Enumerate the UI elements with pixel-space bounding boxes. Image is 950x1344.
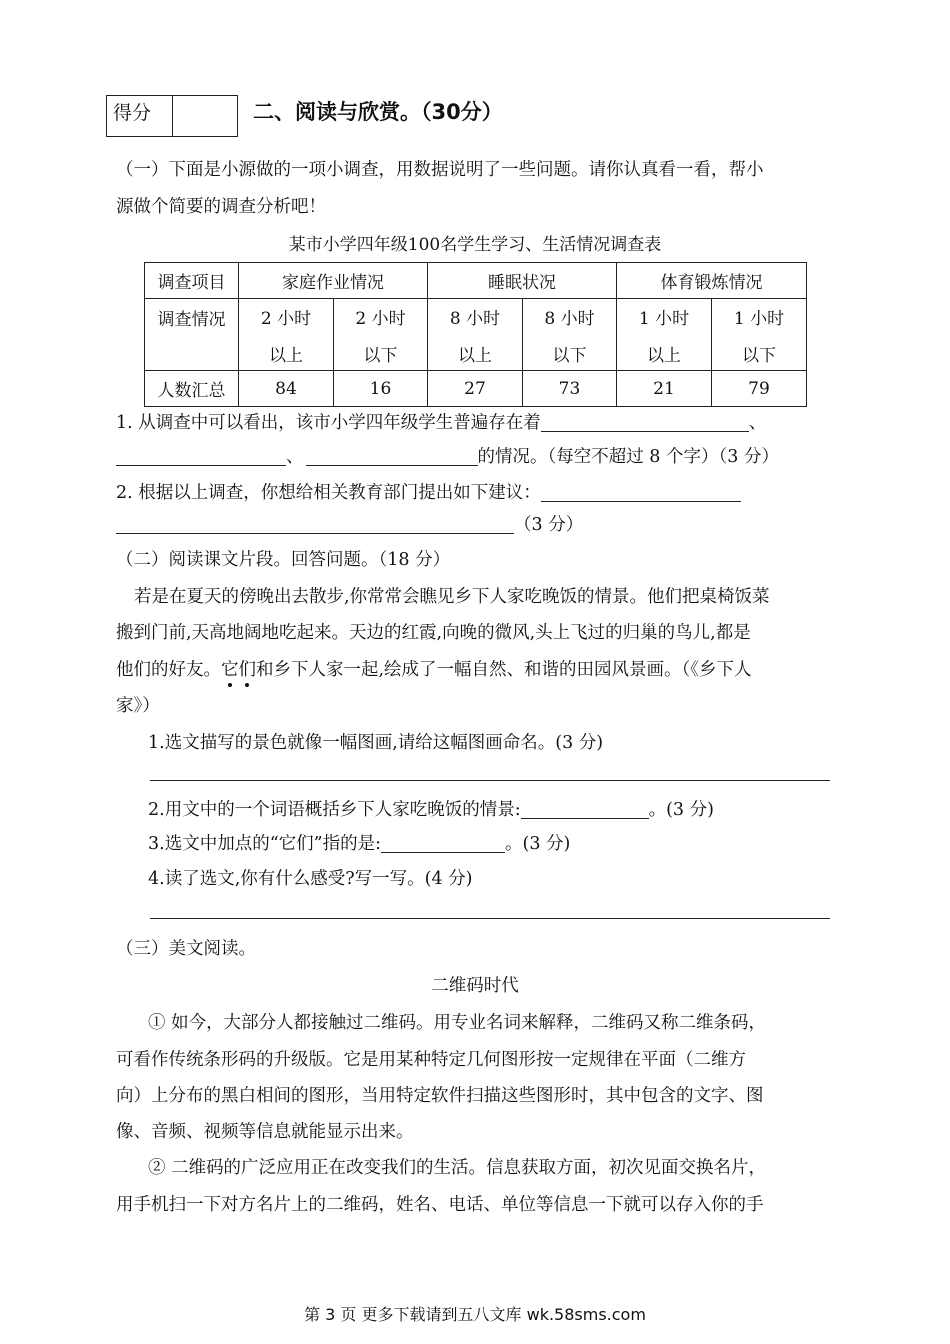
score-label: 得分: [107, 96, 173, 136]
count-cell: 21: [617, 371, 712, 407]
condition-cell: 1 小时 以上: [617, 299, 712, 371]
condition-cell: 2 小时 以下: [334, 299, 428, 371]
article-line: 像、音频、视频等信息就能显示出来。: [116, 1122, 414, 1142]
passage-line: 家》）: [116, 696, 160, 716]
condition-cell: 2 小时 以上: [239, 299, 334, 371]
part2-question-4: 4.读了选文,你有什么感受?写一写。(4 分): [148, 869, 473, 889]
passage-line: 他们的好友。它们和乡下人家一起,绘成了一幅自然、和谐的田园风景画。（《乡下人: [116, 660, 752, 680]
count-cell: 84: [239, 371, 334, 407]
table-row: [145, 371, 807, 407]
answer-blank[interactable]: [116, 511, 514, 534]
part1-intro-line1: （一）下面是小源做的一项小调查，用数据说明了一些问题。请你认真看一看，帮小: [116, 160, 764, 180]
article-line: 可看作传统条形码的升级版。它是用某种特定几何图形按一定规律在平面（二维方: [116, 1050, 746, 1070]
score-box: [106, 95, 238, 137]
count-cell: 16: [334, 371, 428, 407]
answer-blank[interactable]: [541, 479, 741, 502]
section-title: 二、阅读与欣赏。（30分）: [253, 100, 503, 124]
answer-blank[interactable]: [381, 830, 505, 853]
score-blank: [173, 96, 237, 136]
article-line: ② 二维码的广泛应用正在改变我们的生活。信息获取方面，初次见面交换名片，: [148, 1158, 767, 1178]
part2-heading: （二）阅读课文片段。回答问题。（18 分）: [116, 550, 451, 570]
row-label-status: 调查情况: [145, 299, 239, 371]
article-title: 二维码时代: [431, 976, 519, 996]
dotted-char: 们: [238, 660, 256, 680]
page-footer: 第 3 页 更多下载请到五八文库 wk.58sms.com: [304, 1305, 646, 1324]
article-line: ① 如今，大部分人都接触过二维码。用专业名词来解释，二维码又称二维条码，: [148, 1013, 767, 1033]
row-label-item: 调查项目: [145, 263, 239, 299]
answer-blank[interactable]: [306, 443, 478, 466]
group-homework: 家庭作业情况: [239, 263, 428, 299]
part2-question-2: 2.用文中的一个词语概括乡下人家吃晚饭的情景: 。(3 分): [148, 793, 714, 827]
table-row: [145, 263, 807, 299]
condition-cell: 1 小时 以下: [712, 299, 807, 371]
question-1-1-cont: 、 的情况。（每空不超过 8 个字）（3 分）: [116, 440, 779, 474]
answer-blank[interactable]: [521, 796, 649, 819]
dotted-char: 它: [221, 660, 239, 680]
part3-heading: （三）美文阅读。: [116, 939, 256, 959]
part2-question-1: 1.选文描写的景色就像一幅图画,请给这幅图画命名。(3 分): [148, 733, 604, 753]
passage-line: 搬到门前,天高地阔地吃起来。天边的红霞,向晚的微风,头上飞过的归巢的鸟儿,都是: [116, 623, 751, 643]
condition-cell: 8 小时 以上: [428, 299, 523, 371]
group-sleep: 睡眠状况: [428, 263, 617, 299]
article-line: 向）上分布的黑白相间的图形，当用特定软件扫描这些图形时，其中包含的文字、图: [116, 1086, 764, 1106]
question-1-2: 2. 根据以上调查，你想给相关教育部门提出如下建议：: [116, 476, 741, 510]
passage-line: 若是在夏天的傍晚出去散步,你常常会瞧见乡下人家吃晚饭的情景。他们把桌椅饭菜: [134, 587, 770, 607]
answer-line[interactable]: [150, 918, 830, 919]
part1-intro-line2: 源做个简要的调查分析吧！: [116, 197, 326, 217]
condition-cell: 8 小时 以下: [523, 299, 617, 371]
answer-line[interactable]: [150, 780, 830, 781]
row-label-count: 人数汇总: [145, 371, 239, 407]
table-row: [145, 299, 807, 371]
article-line: 用手机扫一下对方名片上的二维码，姓名、电话、单位等信息一下就可以存入你的手: [116, 1195, 764, 1215]
part2-question-3: 3.选文中加点的“它们”指的是: 。(3 分): [148, 827, 570, 861]
question-1-2-cont: （3 分）: [116, 508, 583, 542]
table-caption: 某市小学四年级100名学生学习、生活情况调查表: [288, 235, 662, 255]
count-cell: 79: [712, 371, 807, 407]
answer-blank[interactable]: [116, 443, 286, 466]
group-exercise: 体育锻炼情况: [617, 263, 807, 299]
answer-blank[interactable]: [541, 409, 749, 432]
count-cell: 27: [428, 371, 523, 407]
count-cell: 73: [523, 371, 617, 407]
survey-table: [144, 262, 807, 407]
question-1-1: 1. 从调查中可以看出，该市小学四年级学生普遍存在着 、: [116, 406, 766, 440]
